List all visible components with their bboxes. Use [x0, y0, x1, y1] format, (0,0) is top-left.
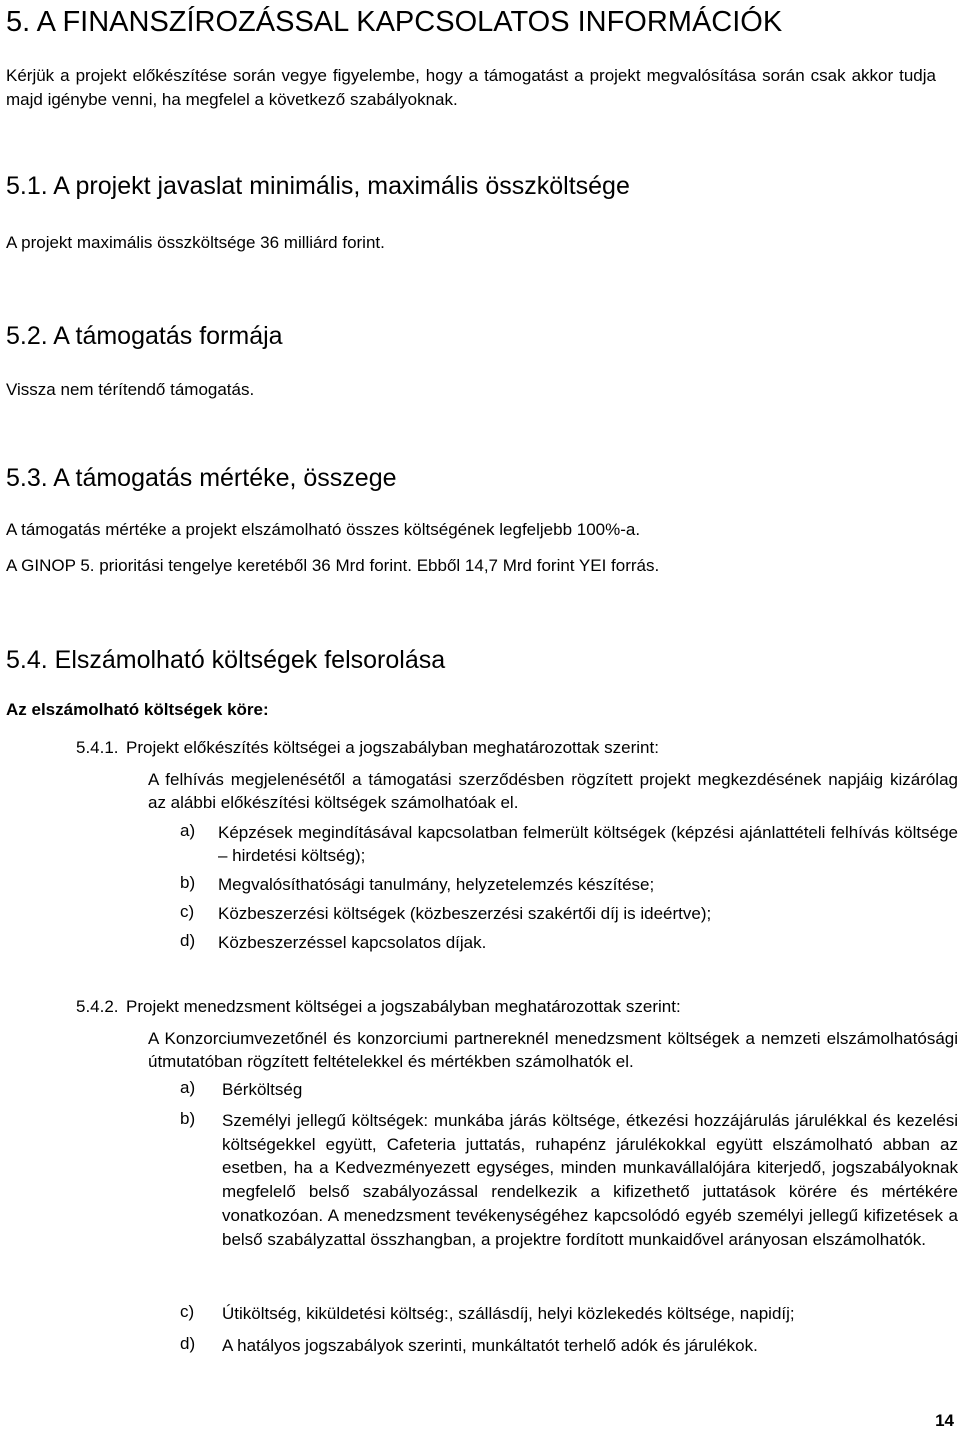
list-item-label: d)	[180, 1334, 196, 1353]
heading-5-3: 5.3. A támogatás mértéke, összege	[6, 464, 397, 492]
heading-5-4: 5.4. Elszámolható költségek felsorolása	[6, 646, 446, 674]
list-item-text: A hatályos jogszabályok szerinti, munkáltatót terhelő adók és járulékok.	[222, 1336, 758, 1355]
subsection-title-5-4-2: Projekt menedzsment költségei a jogszabályban meghatározottak szerint:	[126, 997, 681, 1016]
list-item-text: Képzések megindításával kapcsolatban felmerült költségek (képzési ajánlattételi felhívás költsége – hirdetési költség);	[218, 823, 958, 865]
list-item-text: Bérköltség	[222, 1080, 303, 1099]
subsection-text-5-4-2: A Konzorciumvezetőnél és konzorciumi partnereknél menedzsment költségek a nemzeti elszámolhatósági útmutatóban rögzített feltételekkel és mértékben számolhatók el.	[148, 1029, 958, 1071]
list-item-label: a)	[180, 821, 196, 840]
list-item-label: b)	[180, 873, 196, 892]
list-item-text: Személyi jellegű költségek: munkába járás költsége, étkezési hozzájárulás járulékkal és kezelési költségekkel együtt, Cafeteria juttatás, ruhapénz járulékokkal együtt elszámolható abban az esetben, ha a Kedvezményezett egységes, minden munkavállalójára kiterjedő, jogszabályoknak megfelelő belső szabályozással rendelkezik a kifizethető juttatások körére és mértékére vonatkozóan. A menedzsment tevékenységéhez kapcsolódó egyéb személyi jellegű kifizetések a belső szabályzattal összhangban, a projektre fordított munkaidővel arányosan elszámolhatók.	[222, 1111, 958, 1249]
section-title: 5. A FINANSZÍROZÁSSAL KAPCSOLATOS INFORMÁCIÓK	[6, 6, 783, 38]
subsection-title-5-4-1: Projekt előkészítés költségei a jogszabályban meghatározottak szerint:	[126, 738, 659, 757]
subsection-number-5-4-1: 5.4.1.	[76, 738, 119, 757]
list-item-text: Útiköltség, kiküldetési költség:, szállásdíj, helyi közlekedés költsége, napidíj;	[222, 1304, 795, 1323]
list-item-text: Közbeszerzési költségek (közbeszerzési szakértői díj is ideértve);	[218, 904, 712, 923]
page-number: 14	[935, 1411, 954, 1430]
heading-5-1: 5.1. A projekt javaslat minimális, maximális összköltsége	[6, 172, 630, 200]
text-5-3-a: A támogatás mértéke a projekt elszámolható összes költségének legfeljebb 100%-a.	[6, 520, 641, 539]
list-item-text: Megvalósíthatósági tanulmány, helyzetelemzés készítése;	[218, 875, 655, 894]
text-5-1: A projekt maximális összköltsége 36 milliárd forint.	[6, 233, 385, 252]
list-item-label: b)	[180, 1109, 196, 1128]
subsection-text-5-4-1: A felhívás megjelenésétől a támogatási szerződésben rögzített projekt megkezdésének napjáig kizárólag az alábbi előkészítési költségek számolhatóak el.	[148, 770, 958, 812]
section-intro: Kérjük a projekt előkészítése során vegye figyelembe, hogy a támogatást a projekt megvalósítása során csak akkor tudja majd igénybe venni, ha megfelel a következő szabályoknak.	[6, 66, 936, 109]
text-5-3-b: A GINOP 5. prioritási tengelye keretéből 36 Mrd forint. Ebből 14,7 Mrd forint YEI forrás.	[6, 556, 660, 575]
heading-5-2: 5.2. A támogatás formája	[6, 322, 283, 350]
list-item-label: c)	[180, 1302, 195, 1321]
subheading-5-4: Az elszámolható költségek köre:	[6, 700, 269, 719]
text-5-2: Vissza nem térítendő támogatás.	[6, 380, 255, 399]
list-item-label: c)	[180, 902, 195, 921]
list-item-text: Közbeszerzéssel kapcsolatos díjak.	[218, 933, 487, 952]
list-item-label: d)	[180, 931, 196, 950]
subsection-number-5-4-2: 5.4.2.	[76, 997, 119, 1016]
list-item-label: a)	[180, 1078, 196, 1097]
